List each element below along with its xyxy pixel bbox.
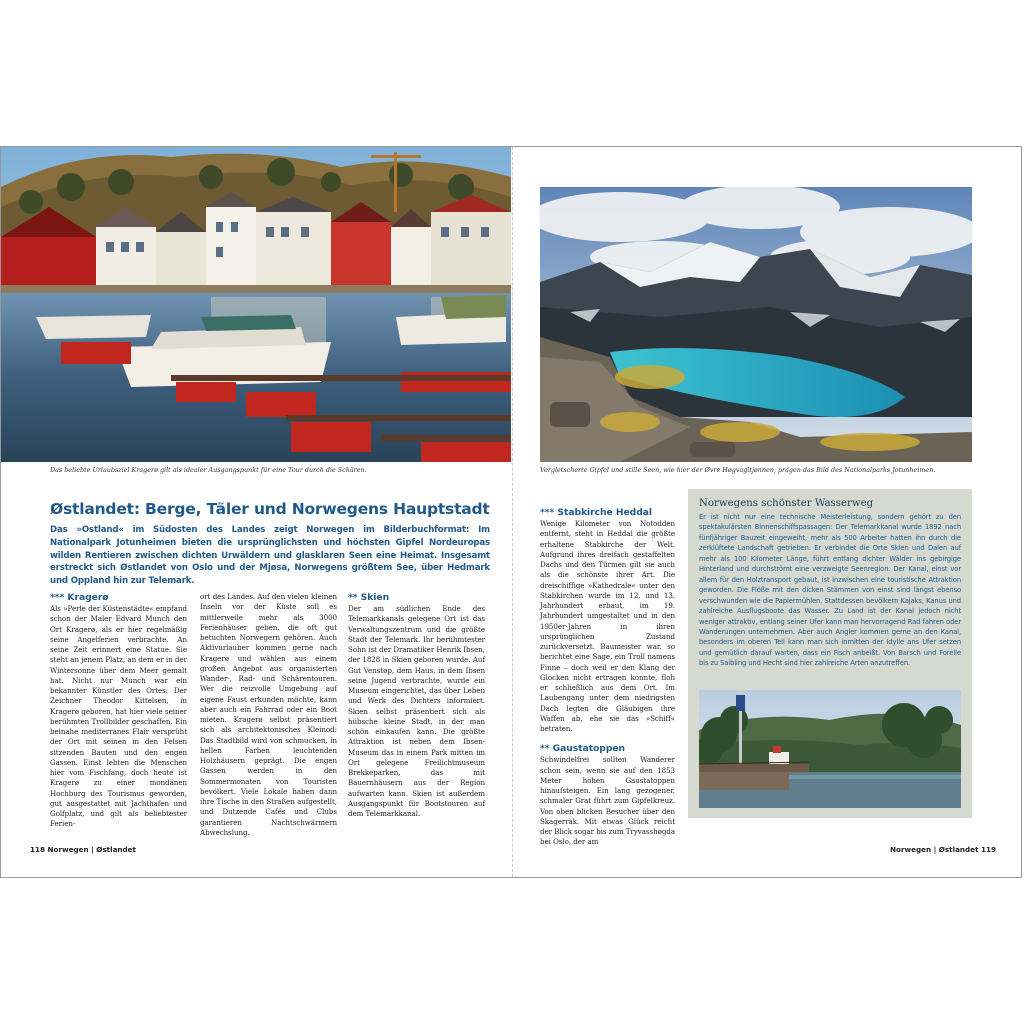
section-text-kragero-1: Als »Perle der Küstenstädte« empfand schon der Maler Edvard Munch den Ort Kragerø, als er hier regelmäßig seine Angelferien verbrachte. An seine Zeit erinnert eine Statue. Sie steht an jenem Platz, an dem er in der Wintersonne über dem Meer gemalt hat. Nicht nur Munch war ein bekannter Künstler des Ortes: Der Zeichner Theodor Kittelsen, in Kragerø geboren, hat hier viele seiner berühmten Trollbilder geschaffen. Ein beinahe mediterranes Flair versprüht der Ort mit seinen in den Felsen sitzenden Bauten und den engen Gassen. Einst lebten die Menschen hier vom Fischfang, doch heute ist Kragerø zu einer mondänen Hochburg des Tourismus geworden, gut ausgestattet mit Jachthafen und Golfplatz, und gilt als beliebtester Ferien- — [50, 604, 187, 829]
section-title-gaustatoppen: ** Gaustatoppen — [540, 743, 626, 755]
info-box-title: Norwegens schönster Wasserweg — [699, 498, 874, 509]
folio-right: Norwegen | Østlandet 119 — [890, 845, 996, 854]
section-text-heddal: Wenige Kilometer von Notodden entfernt, steht in Heddal die größte erhaltene Stabkirche der Welt. Aufgrund ihres dreifach gestaffelten Dachs und den Türmen gilt sie auch als die schönste ihrer Art. Die dreischiffige »Kathedrale« unter den Stabkirchen wurde im 12. und 13. Jahrhundert erbaut, im 19. Jahrhundert umgestaltet und in den 1950er-Jahren in ihren ursprünglichen Zustand zurückversetzt. Baumeister war, so berichtet eine Sage, ein Troll namens Finne – doch weil er den Klang der Glocken nicht ertragen konnte, floh er schließlich aus dem Ort. Im Laubengang unter dem niedrigsten Dach legten die Gläubigen ihre Waffen ab, ehe sie das »Schiff« betraten. — [540, 519, 675, 733]
mountain-lake-photo — [540, 187, 972, 462]
page-gutter — [512, 147, 514, 877]
harbor-photo — [1, 147, 511, 462]
page-title: Østlandet: Berge, Täler und Norwegens Hauptstadt — [50, 500, 490, 518]
mountain-lake-caption: Vergletscherte Gipfel und stille Seen, wie hier der Øvre Høgvagltjønnen, prägen das Bild des Nationalparks Jotunheimen. — [540, 466, 936, 474]
info-box-text: Er ist nicht nur eine technische Meisterleistung, sondern gehört zu den spektakulärsten Binnenschiffspassagen: Der Telemarkkanal wurde 1892 nach fünfjähriger Bauzeit eingeweiht, mehr als 500 Arbeiter hatten ihn durch die zerklüftete Landschaft getrieben. Er verbindet die Orte Skien und Dalen auf mehr als 100 Kilometer Länge, führt entlang dichter Wälder ins gebirgige Hinterland und durchströmt eine verzweigte Seenregion. Der Kanal, einst vor allem für den Holztransport gebaut, ist inzwischen eine touristische Attraktion geworden. Die Flöße mit den dicken Stämmen von einst sind längst ebenso verschwunden wie die Papiermühlen. Stattdessen bevölkern Kajaks, Kanus und zahlreiche Ausflugsboote das Wasser. Zu Land ist der Kanal jedoch nicht weniger attraktiv, entlang seiner Ufer kann man hervorragend Rad fahren oder Wanderungen unternehmen. Aber auch Angler kommen gerne an den Kanal, besonders im oberen Teil kann man sich inmitten der Idylle ans Ufer setzen und gemütlich darauf warten, dass ein Fisch anbeißt. Von Barsch und Forelle bis zu Saibling und Hecht sind hier zahlreiche Arten anzutreffen. — [699, 513, 961, 668]
section-title-heddal: *** Stabkirche Heddal — [540, 507, 652, 518]
column-kragero-1 — [50, 591, 187, 830]
column-skien — [348, 591, 485, 819]
harbor-caption: Das beliebte Urlaubsziel Kragerø gilt als idealer Ausgangspunkt für eine Tour durch die Schären. — [50, 466, 367, 474]
canal-photo — [699, 690, 961, 808]
section-text-kragero-2: ort des Landes. Auf den vielen kleinen Inseln vor der Küste soll es mittlerweile mehr als 3000 Ferienhäuser geben, die oft gut betuchten Norwegern gehören. Auch Aktivurlauber kommen gerne nach Kragerø und wählen aus einem großen Angebot aus organisierten Wander-, Rad- und Schärentouren. Wer die reizvolle Umgebung auf eigene Faust erkunden möchte, kann aber auch ein Fahrrad oder ein Boot mieten. Kragerø selbst präsentiert sich als architektonisches Kleinod: Das Stadtbild wird von schmucken, in hellen Farben leuchtenden Holzhäusern geprägt. Die engen Gassen werden in den Sommermonaten von Touristen bevölkert. Viele Lokale haben dann ihre Tische in den Straßen aufgestellt, und Dutzende Cafés und Clubs garantieren Nachtschwärmern Abwechslung. — [200, 592, 337, 837]
section-text-skien: Der am südlichen Ende des Telemarkkanals gelegene Ort ist das Verwaltungszentrum und die größte Stadt der Telemark. Ihr berühmtester Sohn ist der Dramatiker Henrik Ibsen, der 1828 in Skien geboren wurde. Auf Gut Venstøp, dem Haus, in dem Ibsen seine Jugend verbrachte, wurde ein Museum eingerichtet, das über Leben und Werk des Dichters informiert. Skien selbst präsentiert sich als hübsche kleine Stadt, in der man schön einkaufen kann. Die größte Attraktion ist neben dem Ibsen-Museum das in einem Park mitten im Ort gelegene Freilichtmuseum Brekkeparken, das mit Bauernhäusern aus der Region aufwarten kann. Skien ist außerdem Ausgangspunkt für Bootstouren auf dem Telemarkkanal. — [348, 604, 485, 818]
section-title-kragero: *** Kragerø — [50, 592, 109, 603]
column-kragero-2 — [200, 592, 337, 838]
section-text-gaustatoppen: Schwindelfrei sollten Wanderer schon sein, wenn sie auf den 1853 Meter hohen Gaustatoppen hinaufsteigen. Ein lang gezogener, schmaler Grat führt zum Gipfelkreuz. Von oben blicken Besucher über den Skagerrak. Mit etwas Glück reicht der Blick sogar bis zum Tryvasshøgda bei Oslo, der am — [540, 755, 675, 847]
folio-left: 118 Norwegen | Østlandet — [30, 845, 136, 854]
lead-paragraph: Das »Ostland« im Südosten des Landes zeigt Norwegen im Bilderbuchformat: Im Nationalpark Jotunheimen bieten die ursprünglichsten und höchsten Gipfel Nordeuropas wilden Rentieren zwischen dichten Urwäldern und glasklaren Seen eine Heimat. Insgesamt erstreckt sich Østlandet von Oslo und der Mjøsa, Norwegens größtem See, über Hedmark und Oppland hin zur Telemark. — [50, 525, 490, 587]
column-heddal — [540, 506, 675, 848]
section-title-skien: ** Skien — [348, 592, 390, 603]
